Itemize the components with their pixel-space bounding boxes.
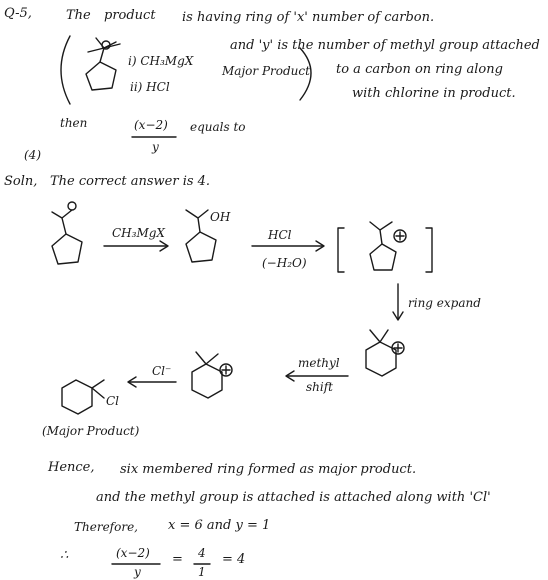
final-result: = 4 xyxy=(222,552,246,567)
final-equals-1: = xyxy=(172,552,183,567)
hence-label: Hence, xyxy=(48,460,95,475)
cl-label: Cl xyxy=(106,394,120,408)
methyl-shift-label-1: methyl xyxy=(298,356,340,370)
then-label: then xyxy=(60,116,88,130)
oh-label: OH xyxy=(210,210,231,224)
equals-to-label: equals to xyxy=(190,120,246,134)
values-xy: x = 6 and y = 1 xyxy=(168,518,271,533)
fraction-denominator: y xyxy=(152,140,159,154)
methyl-attached-text: and the methyl group is attached is attached along with 'Cl' xyxy=(96,490,491,505)
chloride-ion: Cl⁻ xyxy=(152,364,172,378)
question-line-2: and 'y' is the number of methyl group attached xyxy=(230,38,540,53)
major-product-label: (Major Product) xyxy=(42,424,140,438)
final-numerator: (x−2) xyxy=(116,546,150,560)
therefore-label: Therefore, xyxy=(74,520,138,534)
solution-label: Soln, xyxy=(4,174,38,189)
question-major-product: Major Product xyxy=(222,64,310,78)
final-denominator: y xyxy=(134,565,141,579)
reagent-grignard: CH₃MgX xyxy=(112,226,165,240)
final-mid-numerator: 4 xyxy=(198,546,206,560)
question-reagent-2: ii) HCl xyxy=(130,80,170,94)
fraction-numerator: (x−2) xyxy=(134,118,168,132)
question-line-1: is having ring of 'x' number of carbon. xyxy=(182,10,435,25)
question-line-4: with chlorine in product. xyxy=(352,86,516,101)
question-reagent-1: i) CH₃MgX xyxy=(128,54,194,68)
hence-text: six membered ring formed as major product. xyxy=(120,462,417,477)
ring-expand-label: ring expand xyxy=(408,296,481,310)
final-mid-denominator: 1 xyxy=(198,565,206,579)
answer-choice: (4) xyxy=(24,148,41,162)
reagent-hcl: HCl xyxy=(268,228,292,242)
question-line-3: to a carbon on ring along xyxy=(336,62,503,77)
methyl-shift-label-2: shift xyxy=(306,380,333,394)
final-prefix: ∴ xyxy=(60,548,69,563)
minus-water: (−H₂O) xyxy=(262,256,307,270)
question-text-product: product xyxy=(104,8,156,23)
solution-intro: The correct answer is 4. xyxy=(50,174,211,189)
question-number: Q-5, xyxy=(4,6,32,21)
question-text-the: The xyxy=(66,8,91,23)
